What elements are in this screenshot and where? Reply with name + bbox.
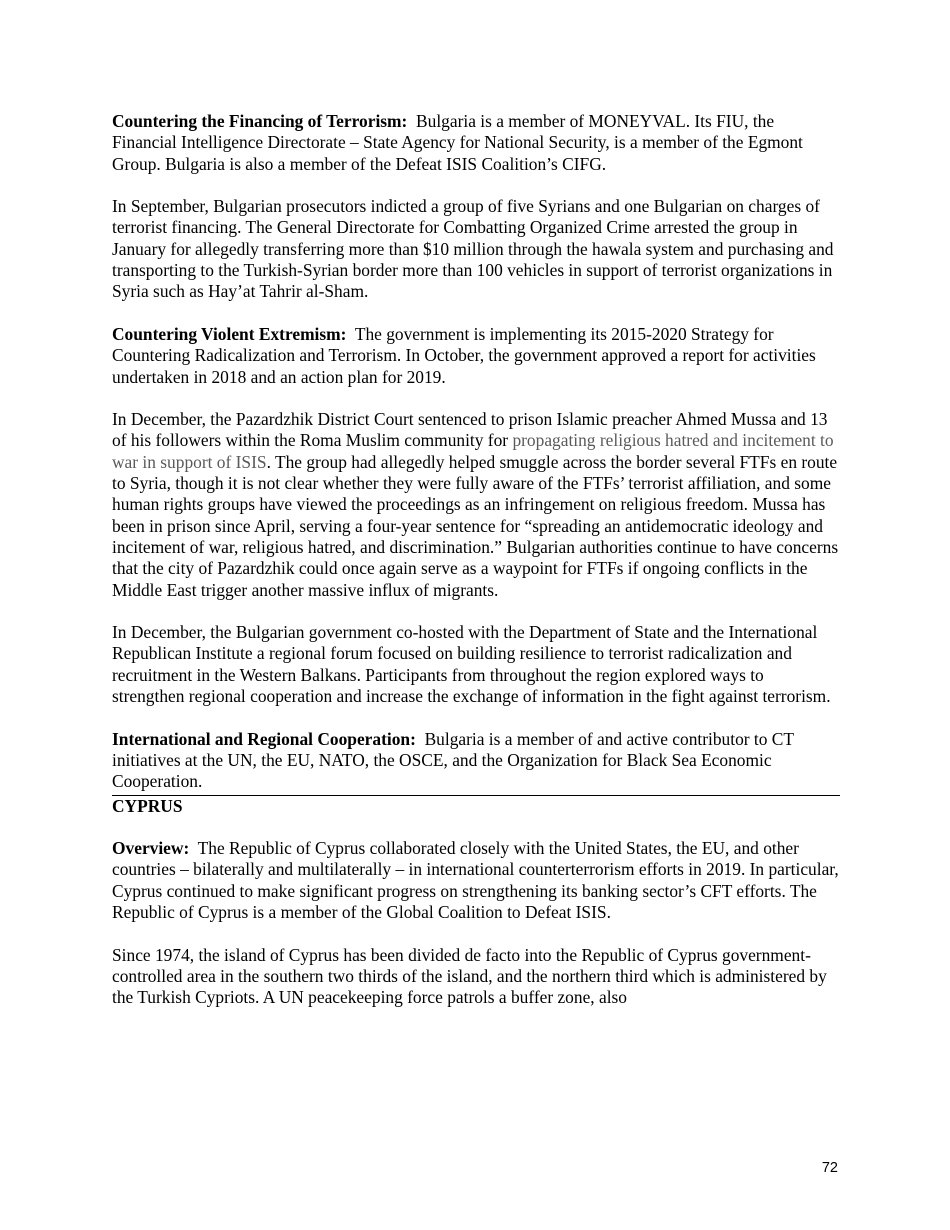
section-title-cyprus: CYPRUS <box>112 795 183 816</box>
paragraph-cft <box>112 111 840 175</box>
paragraph-indictment-text: In September, Bulgarian prosecutors indicted a group of five Syrians and one Bulgarian on charges of terrorist financing. The General Directorate for Combatting Organized Crime arrested the group in January for allegedly transferring more than $10 million through the hawala system and purchasing and transporting to the Turkish-Syrian border more than 100 vehicles in support of terrorist organizations in Syria such as Hay’at Tahrir al-Sham. <box>112 196 834 302</box>
paragraph-cft-text: Bulgaria is a member of MONEYVAL. Its FIU, the Financial Intelligence Directorate – State Agency for National Security, is a member of the Egmont Group. Bulgaria is also a member of the Defeat ISIS Coalition’s CIFG. <box>112 111 803 174</box>
paragraph-pazardzhik-text-before: In December, the Pazardzhik District Court sentenced to prison Islamic preacher Ahmed Mussa and 13 of his followers within the Roma Muslim community for <box>112 409 828 451</box>
heading-cooperation: International and Regional Cooperation: <box>112 728 416 749</box>
heading-cft: Countering the Financing of Terrorism: <box>112 111 408 131</box>
paragraph-pazardzhik-text-after: . The group had allegedly helped smuggle across the border several FTFs en route to Syria, though it is not clear whether they were fully aware of the FTFs’ terrorist affiliation, and some human rights groups have viewed the proceedings as an infringement on religious freedom. Mussa has been in prison since April, serving a four-year sentence for “spreading an antidemocratic ideology and incitement of war, religious hatred, and discrimination.” Bulgarian authorities continue to have concerns that the city of Pazardzhik could once again serve as a waypoint for FTFs if ongoing conflicts in the Middle East trigger another massive influx of migrants. <box>112 451 839 600</box>
paragraph-cooperation <box>112 729 840 793</box>
paragraph-division-text: Since 1974, the island of Cyprus has been divided de facto into the Republic of Cyprus government-controlled area in the southern two thirds of the island, and the northern third which is administered by the Turkish Cypriots. A UN peacekeeping force patrols a buffer zone, also <box>112 944 827 1008</box>
paragraph-cve <box>112 324 840 388</box>
paragraph-forum <box>112 622 840 707</box>
heading-overview: Overview: <box>112 838 190 859</box>
paragraph-indictment <box>112 196 840 302</box>
paragraph-pazardzhik-link[interactable]: propagating religious hatred and incitement to war in support of ISIS <box>112 430 834 472</box>
paragraph-forum-text: In December, the Bulgarian government co-hosted with the Department of State and the International Republican Institute a regional forum focused on building resilience to terrorist radicalization and recruitment in the Western Balkans. Participants from throughout the region explored ways to strengthen regional cooperation and increase the exchange of information in the fight against terrorism. <box>112 622 831 707</box>
page-number: 72 <box>821 1160 838 1176</box>
heading-cve: Countering Violent Extremism: <box>112 323 347 344</box>
paragraph-pazardzhik <box>112 409 840 601</box>
document-page <box>112 111 840 1030</box>
paragraph-overview <box>112 838 840 923</box>
paragraph-division <box>112 945 840 1009</box>
paragraph-overview-text: The Republic of Cyprus collaborated closely with the United States, the EU, and other countries – bilaterally and multilaterally – in international counterterrorism efforts in 2019. In particular, Cyprus continued to make significant progress on strengthening its banking sector’s CFT efforts. The Republic of Cyprus is a member of the Global Coalition to Defeat ISIS. <box>112 838 839 922</box>
paragraph-cooperation-text: Bulgaria is a member of and active contributor to CT initiatives at the UN, the EU, NATO, the OSCE, and the Organization for Black Sea Economic Cooperation. <box>112 728 794 792</box>
paragraph-cve-text: The government is implementing its 2015-2020 Strategy for Countering Radicalization and Terrorism. In October, the government approved a report for activities undertaken in 2018 and an action plan for 2019. <box>112 323 816 387</box>
